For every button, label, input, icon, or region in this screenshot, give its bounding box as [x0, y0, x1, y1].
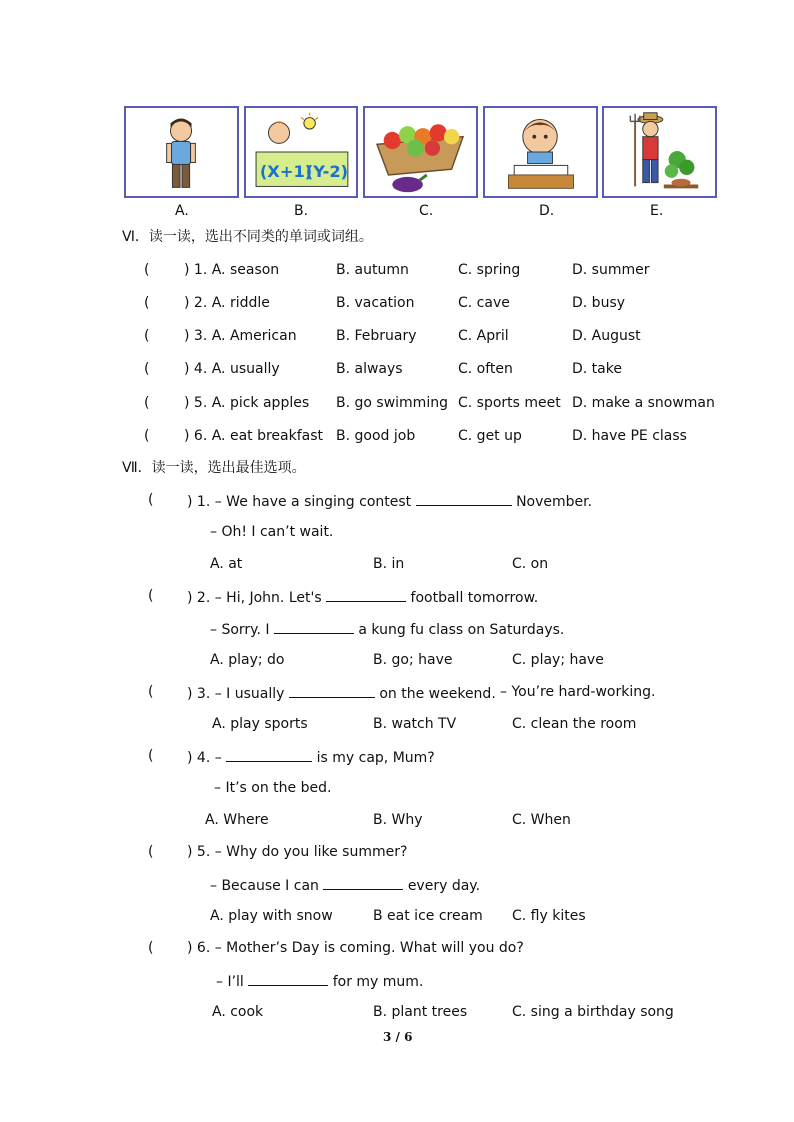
answer-paren[interactable]: (: [144, 361, 150, 377]
choice-b[interactable]: B. Why: [373, 812, 423, 828]
question-option-b: B. good job: [336, 428, 416, 444]
stem-text: ) 4. –: [187, 750, 222, 766]
question-option-a: ) 4. A. usually: [184, 361, 280, 377]
stem-text: is my cap, Mum?: [316, 750, 435, 766]
fruit-basket-icon: [365, 108, 476, 196]
reply-text-end: a kung fu class on Saturdays.: [358, 622, 565, 638]
picture-a: [124, 106, 239, 198]
question-stem: [187, 683, 496, 703]
question-stem: [187, 587, 538, 607]
answer-paren[interactable]: (: [148, 588, 154, 604]
svg-text:(X+1): (X+1): [259, 161, 313, 181]
choice-b[interactable]: B. watch TV: [373, 716, 457, 732]
answer-paren[interactable]: (: [148, 492, 154, 508]
choice-b[interactable]: B. go; have: [373, 652, 453, 668]
reply-text: [216, 971, 423, 991]
picture-d: [483, 106, 598, 198]
picture-c: [363, 106, 478, 198]
picture-label-d: D.: [539, 203, 555, 219]
stem-text: ) 3. – I usually: [187, 686, 285, 702]
question-option-a: ) 1. A. season: [184, 262, 280, 278]
choice-b[interactable]: B. in: [373, 556, 405, 572]
answer-paren[interactable]: (: [144, 328, 150, 344]
question-stem: [187, 747, 435, 767]
choice-a[interactable]: A. Where: [205, 812, 269, 828]
choice-a[interactable]: A. play sports: [212, 716, 308, 732]
reply-text: – You’re hard-working.: [500, 684, 656, 700]
choice-a[interactable]: A. play with snow: [210, 908, 333, 924]
stem-text: November.: [516, 494, 593, 510]
fill-blank[interactable]: [274, 619, 354, 634]
choice-b[interactable]: B eat ice cream: [373, 908, 483, 924]
choice-a[interactable]: A. at: [210, 556, 243, 572]
question-option-a: ) 5. A. pick apples: [184, 395, 310, 411]
question-option-d: D. make a snowman: [572, 395, 715, 411]
question-option-c: C. often: [458, 361, 513, 377]
fill-blank[interactable]: [416, 491, 512, 506]
picture-e: [602, 106, 717, 198]
stem-text: ) 2. – Hi, John. Let's: [187, 590, 322, 606]
question-option-c: C. April: [458, 328, 509, 344]
reply-text-start: – Sorry. I: [210, 622, 270, 638]
question-option-d: D. August: [572, 328, 641, 344]
stem-text: ) 1. – We have a singing contest: [187, 494, 412, 510]
question-option-b: B. vacation: [336, 295, 415, 311]
question-option-c: C. cave: [458, 295, 510, 311]
question-stem: [187, 491, 592, 511]
boy-eating-breakfast-icon: [485, 108, 596, 196]
choice-b[interactable]: B. plant trees: [373, 1004, 468, 1020]
farmer-icon: [604, 108, 715, 196]
question-option-d: D. have PE class: [572, 428, 687, 444]
reply-text-start: – I’ll: [216, 974, 244, 990]
section-7-title: Ⅶ．读一读，选出最佳选项。: [122, 460, 306, 476]
choice-c[interactable]: C. on: [512, 556, 549, 572]
choice-c[interactable]: C. clean the room: [512, 716, 637, 732]
reply-text-start: – Because I can: [210, 878, 319, 894]
page-number: 3 / 6: [383, 1030, 413, 1044]
reply-text: – It’s on the bed.: [214, 780, 332, 796]
choice-c[interactable]: C. When: [512, 812, 571, 828]
answer-paren[interactable]: (: [144, 295, 150, 311]
answer-paren[interactable]: (: [148, 748, 154, 764]
picture-label-a: A.: [175, 203, 189, 219]
stem-text: on the weekend.: [379, 686, 496, 702]
fill-blank[interactable]: [226, 747, 312, 762]
question-option-c: C. spring: [458, 262, 521, 278]
answer-paren[interactable]: (: [144, 395, 150, 411]
question-option-a: ) 3. A. American: [184, 328, 297, 344]
question-option-a: ) 2. A. riddle: [184, 295, 270, 311]
question-option-c: C. get up: [458, 428, 522, 444]
choice-c[interactable]: C. sing a birthday song: [512, 1004, 674, 1020]
question-option-b: B. always: [336, 361, 403, 377]
question-stem: ) 5. – Why do you like summer?: [187, 844, 408, 860]
question-stem: ) 6. – Mother’s Day is coming. What will you do?: [187, 940, 524, 956]
choice-a[interactable]: A. cook: [212, 1004, 264, 1020]
answer-paren[interactable]: (: [144, 262, 150, 278]
fill-blank[interactable]: [248, 971, 328, 986]
answer-paren[interactable]: (: [148, 940, 154, 956]
question-option-d: D. busy: [572, 295, 626, 311]
picture-b: [244, 106, 358, 198]
reply-text: – Oh! I can’t wait.: [210, 524, 334, 540]
choice-c[interactable]: C. fly kites: [512, 908, 586, 924]
picture-label-c: C.: [419, 203, 434, 219]
fill-blank[interactable]: [323, 875, 403, 890]
boy-standing-icon: [126, 108, 237, 196]
fill-blank[interactable]: [289, 683, 375, 698]
fill-blank[interactable]: [326, 587, 406, 602]
choice-c[interactable]: C. play; have: [512, 652, 604, 668]
riddle-math-icon: [246, 108, 356, 196]
stem-text: football tomorrow.: [410, 590, 539, 606]
answer-paren[interactable]: (: [148, 844, 154, 860]
picture-label-e: E.: [650, 203, 664, 219]
question-option-b: B. go swimming: [336, 395, 448, 411]
answer-paren[interactable]: (: [148, 684, 154, 700]
svg-text:(Y-2): (Y-2): [305, 161, 349, 181]
question-option-b: B. autumn: [336, 262, 409, 278]
question-option-d: D. take: [572, 361, 622, 377]
picture-label-b: B.: [294, 203, 309, 219]
question-option-c: C. sports meet: [458, 395, 561, 411]
reply-text-end: for my mum.: [332, 974, 424, 990]
answer-paren[interactable]: (: [144, 428, 150, 444]
question-option-a: ) 6. A. eat breakfast: [184, 428, 324, 444]
question-option-d: D. summer: [572, 262, 650, 278]
reply-text: [210, 619, 564, 639]
section-6-title: Ⅵ．读一读，选出不同类的单词或词组。: [122, 229, 373, 245]
reply-text: [210, 875, 480, 895]
choice-a[interactable]: A. play; do: [210, 652, 285, 668]
reply-text-end: every day.: [407, 878, 481, 894]
question-option-b: B. February: [336, 328, 417, 344]
